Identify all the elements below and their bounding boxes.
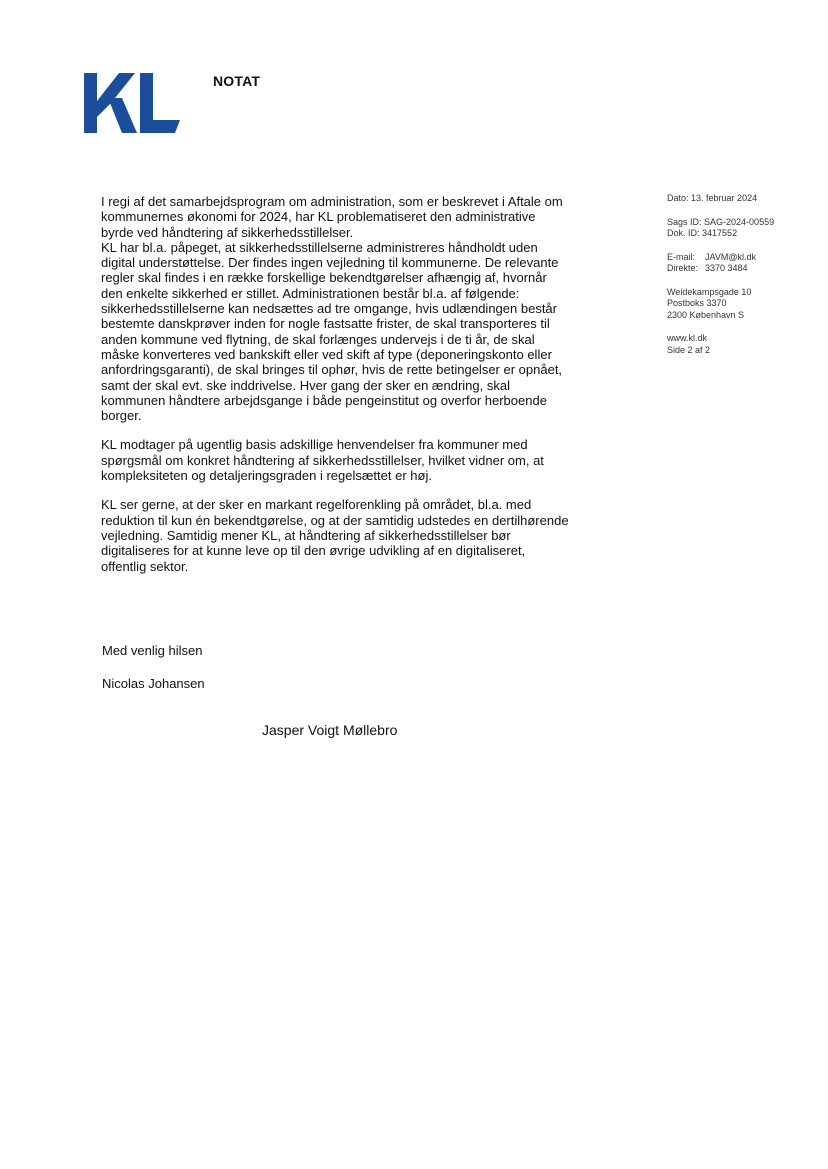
direct-phone-value: 3370 3484 [705,263,748,273]
signature-name: Jasper Voigt Møllebro [262,722,398,738]
date-label: Dato: [667,193,689,203]
dok-id-value: 3417552 [702,228,738,238]
paragraph-intro-line1: I regi af det samarbejdsprogram om administration, som er beskrevet i Aftale om kommunernes økonomi for 2024, har KL problematiseret den administrative byrde ved håndtering af sikkerhedsstillelser. [101,194,563,240]
address-po-box: Postboks 3370 [667,298,727,308]
paragraph-request: KL ser gerne, at der sker en markant regelforenkling på området, bl.a. med reduktion til kun én bekendtgørelse, og at der samtidig udstedes en dertilhørende vejledning. Samtidig mener KL, at håndtering af sikkerhedsstillelser bør digitaliseres for at kunne leve op til den øvrige udvikling af en digitaliseret, offentlig sektor. [101,497,569,574]
address-city: 2300 København S [667,309,745,320]
sags-id-label: Sags ID: [667,216,702,227]
page-number: Side 2 af 2 [667,344,711,355]
paragraph-inquiries: KL modtager på ugentlig basis adskillige henvendelser fra kommuner med spørgsmål om konkret håndtering af sikkerhedsstillelser, hvilket vidner om, at kompleksiteten og detaljeringsgraden i regelsættet er høj. [101,437,544,484]
address-street: Weidekampsgade 10 [667,286,752,297]
document-metadata [667,193,817,368]
letter-body [101,194,571,588]
website-link[interactable]: www.kl.dk [667,333,708,343]
sags-id-value: SAG-2024-00559 [704,216,775,227]
closing-greeting: Med venlig hilsen [102,643,203,658]
direct-phone-label: Direkte: [667,263,699,273]
document-type: NOTAT [213,73,261,89]
email-label: E-mail: [667,251,696,262]
web-page-group [667,333,817,356]
date-value: 13. februar 2024 [691,193,758,203]
sender-name: Nicolas Johansen [102,676,205,691]
dok-id-label: Dok. ID: [667,228,700,238]
date-group [667,193,817,205]
email-value[interactable]: JAVM@kl.dk [705,251,756,262]
address-group [667,287,817,322]
paragraph-intro-line2: KL har bl.a. påpeget, at sikkerhedsstillelserne administreres håndholdt uden digital understøttelse. Der findes ingen vejledning til kommunerne. De relevante regler skal findes i en række forskellige bekendtgørelser afhængig af, hvornår den enkelte sikkerhed er stillet. Administrationen består bl.a. af følgende: sikkerhedsstillelserne kan nedsættes ad tre omgange, hvis udlændingen består bestemte danskprøver inden for nogle fastsatte frister, de skal transporteres til anden kommune ved flytning, de skal forlænges undervejs i de ti år, de skal måske konverteres ved bankskift eller ved skift af type (deponeringskonto eller anfordringsgaranti), de skal bringes til ophør, hvis de rette betingelser er opnået, samt der skal evt. ske inddrivelse. Hver gang der sker en ændring, skal kommunen håndtere arbejdsgange i både pengeinstitut og overfor herboende borger. [101,239,563,424]
ids-group [667,217,817,240]
kl-logo [84,73,180,133]
contact-group [667,252,817,275]
paragraph-intro [101,194,571,423]
